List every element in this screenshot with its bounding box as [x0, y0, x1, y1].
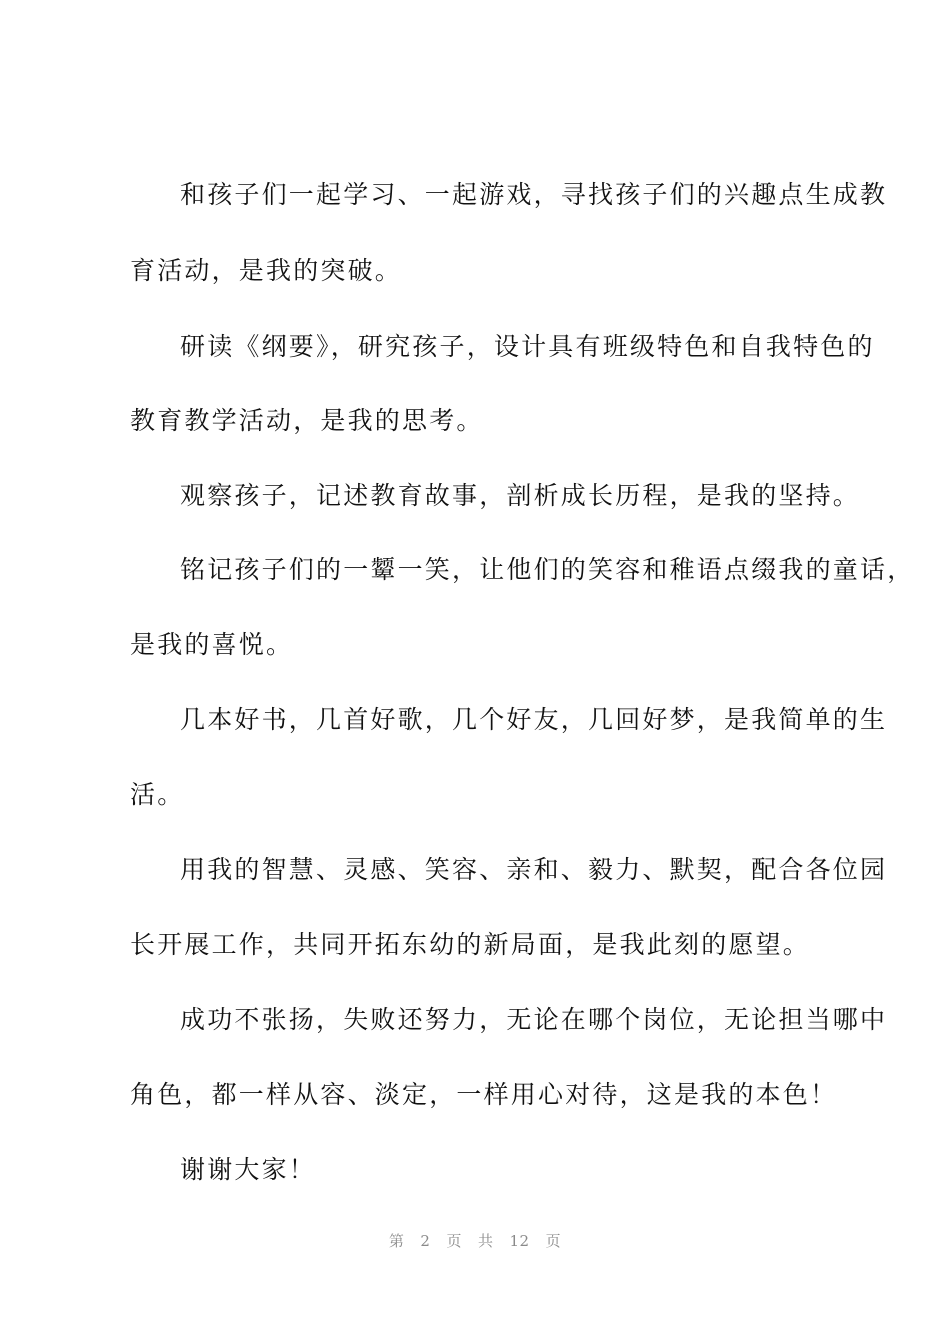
- footer-ye2: 页: [545, 1232, 562, 1250]
- footer-gong: 共: [477, 1232, 494, 1250]
- paragraph-5-line-1: 几本好书，几首好歌，几个好友，几回好梦，是我简单的生: [180, 705, 888, 734]
- footer-total-pages: 12: [509, 1232, 530, 1250]
- paragraph-4-line-1: 铭记孩子们的一颦一笑，让他们的笑容和稚语点缀我的童话，: [180, 555, 915, 584]
- paragraph-1-line-2: 育活动，是我的突破。: [130, 256, 403, 285]
- page-footer: [0, 1230, 950, 1251]
- paragraph-8-line-1: 谢谢大家！: [180, 1155, 317, 1184]
- footer-di: 第: [388, 1232, 405, 1250]
- paragraph-6-line-1: 用我的智慧、灵感、笑容、亲和、毅力、默契，配合各位园: [180, 855, 888, 884]
- paragraph-3-line-1: 观察孩子，记述教育故事，剖析成长历程，是我的坚持。: [180, 481, 861, 510]
- footer-current-page: 2: [420, 1232, 431, 1250]
- paragraph-1-line-1: 和孩子们一起学习、一起游戏，寻找孩子们的兴趣点生成教: [180, 180, 888, 209]
- paragraph-7-line-1: 成功不张扬，失败还努力，无论在哪个岗位，无论担当哪中: [180, 1005, 888, 1034]
- footer-ye: 页: [446, 1232, 462, 1250]
- paragraph-6-line-2: 长开展工作，共同开拓东幼的新局面，是我此刻的愿望。: [130, 930, 811, 959]
- paragraph-2-line-2: 教育教学活动，是我的思考。: [130, 406, 484, 435]
- paragraph-7-line-2: 角色，都一样从容、淡定，一样用心对待，这是我的本色！: [130, 1080, 838, 1109]
- paragraph-4-line-2: 是我的喜悦。: [130, 630, 294, 659]
- paragraph-5-line-2: 活。: [130, 780, 185, 809]
- paragraph-2-line-1: 研读《纲要》，研究孩子，设计具有班级特色和自我特色的: [180, 332, 875, 361]
